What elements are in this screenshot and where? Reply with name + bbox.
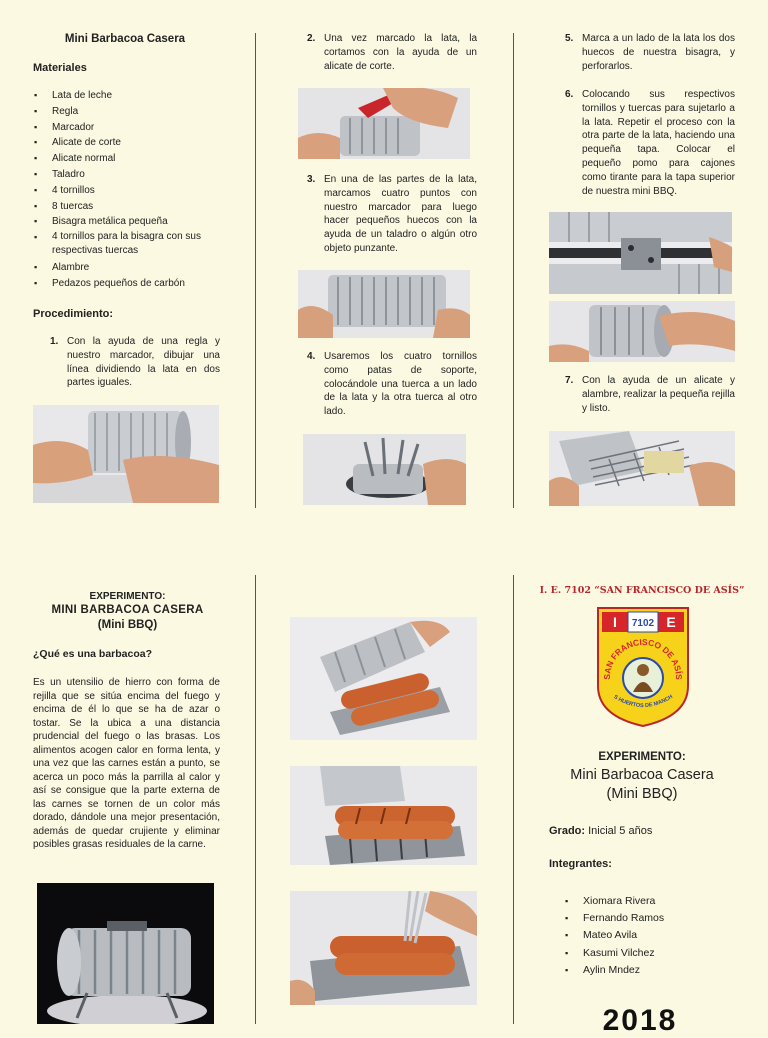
materials-heading: Materiales xyxy=(33,62,87,74)
school-logo xyxy=(596,606,690,728)
list-item: ▪ Marcador xyxy=(32,120,222,136)
school-name: I. E. 7102 “SAN FRANCISCO DE ASÍS” xyxy=(539,585,745,596)
step-text: Con la ayuda de un alicate y alambre, realizar la pequeña rejilla y listo. xyxy=(582,375,735,414)
step-number: 7. xyxy=(565,375,574,386)
photo-hotdogs-open xyxy=(290,617,477,740)
list-item: ▪ Xiomara Rivera xyxy=(563,893,743,910)
logo-number: 7102 xyxy=(631,618,655,629)
step-number: 4. xyxy=(307,351,316,362)
photo-finished-bbq xyxy=(37,883,214,1024)
step-2 xyxy=(307,32,477,73)
photo-hinge xyxy=(549,212,732,294)
divider-top-right xyxy=(513,33,514,508)
list-item: ▪ Regla xyxy=(32,104,222,120)
list-item: ▪ Fernando Ramos xyxy=(563,910,743,927)
photo-wire-grill xyxy=(549,431,735,506)
step-number: 1. xyxy=(50,336,59,347)
page-title: Mini Barbacoa Casera xyxy=(64,33,186,45)
step-4 xyxy=(307,350,477,419)
cover-experiment-label: EXPERIMENTO: xyxy=(598,751,686,763)
list-item: ▪ Alambre xyxy=(32,260,222,276)
step-1 xyxy=(50,335,220,390)
logo-letter-left: I xyxy=(613,614,617,630)
list-item: ▪ Kasumi Vilchez xyxy=(563,945,743,962)
list-item: ▪ Alicate de corte xyxy=(32,135,222,151)
list-item: ▪ Taladro xyxy=(32,167,222,183)
photo-marking-can xyxy=(33,405,219,503)
question-heading: ¿Qué es una barbacoa? xyxy=(33,648,153,660)
divider-top-left xyxy=(255,33,256,508)
list-item: ▪ Mateo Avila xyxy=(563,927,743,944)
list-item: ▪ 4 tornillos xyxy=(32,183,222,199)
step-number: 2. xyxy=(307,33,316,44)
grade-value: Inicial 5 años xyxy=(588,825,653,837)
step-7 xyxy=(565,374,735,415)
list-item: ▪ Aylin Mndez xyxy=(563,962,743,979)
list-item: ▪ 8 tuercas xyxy=(32,199,222,215)
list-item: ▪ Bisagra metálica pequeña xyxy=(32,214,222,230)
step-text: Usaremos los cuatro tornillos como patas de soporte, colocándole una tuerca a un lado de la lata y la otra tuerca al otro lado. xyxy=(324,351,477,418)
step-text: Con la ayuda de una regla y nuestro marcador, dibujar una línea dividiendo la lata en dos partes iguales. xyxy=(67,336,220,389)
photo-hotdogs-fork xyxy=(290,891,477,1005)
step-5 xyxy=(565,32,735,73)
step-number: 6. xyxy=(565,89,574,100)
step-number: 5. xyxy=(565,33,574,44)
logo-arc-top: SAN FRANCISCO DE ASÍS xyxy=(601,636,685,680)
experiment-subtitle: (Mini BBQ) xyxy=(97,619,158,631)
cover-subtitle: (Mini BBQ) xyxy=(606,786,678,802)
photo-hotdogs-grill xyxy=(290,766,477,865)
step-text: Una vez marcado la lata, la cortamos con la ayuda de un alicate de corte. xyxy=(324,33,477,72)
step-3 xyxy=(307,173,477,256)
step-6 xyxy=(565,88,735,198)
list-item: ▪ Pedazos pequeños de carbón xyxy=(32,276,222,292)
procedure-heading: Procedimiento: xyxy=(33,308,114,320)
list-item: ▪ Lata de leche xyxy=(32,88,222,104)
step-text: Colocando sus respectivos tornillos y tuercas para sujetarlo a la lata. Repetir el proceso con la otra parte de la lata, haciendo una pequeña tapa. Colocar el pequeño pomo para cajones como tirante para la tapa superior de nuestra mini BBQ. xyxy=(582,89,735,197)
materials-list xyxy=(32,88,222,292)
cover-title: Mini Barbacoa Casera xyxy=(570,767,714,783)
members-list xyxy=(563,893,743,979)
members-heading: Integrantes: xyxy=(549,858,612,870)
grade-label: Grado: xyxy=(549,825,586,837)
experiment-label: EXPERIMENTO: xyxy=(89,591,166,602)
list-item: ▪ 4 tornillos para la bisagra con sus respectivas tuercas xyxy=(32,230,222,258)
list-item: ▪ Alicate normal xyxy=(32,151,222,167)
photo-hinge-mount xyxy=(549,301,735,362)
photo-drilling-can xyxy=(298,270,470,338)
barbecue-definition: Es un utensilio de hierro con forma de rejilla que se sitúa encima del fuego y encima de él lo que se ha de azar o tostar. Se la ubica a una distancia prudencial del fuego o las brasas. Los alimentos acogen calor en forma lenta, y una vez que las carnes están a punto, se acerca un poco más la parrilla al calor y así se consigue que la parte externa de las carnes se tornen de un color más dorado, dándole una mejor presentación, además de quedar crujiente y eliminar posibles grasas residuales de la carne. xyxy=(33,677,220,850)
experiment-title: MINI BARBACOA CASERA xyxy=(51,604,204,616)
step-number: 3. xyxy=(307,174,316,185)
logo-letter-right: E xyxy=(666,614,676,630)
divider-bottom-left xyxy=(255,575,256,1024)
step-text: En una de las partes de la lata, marcamos cuatro puntos con nuestro marcador para luego hacer pequeños huecos con la ayuda de un taladro o algún otro objeto punzante. xyxy=(324,174,477,254)
grade-row xyxy=(549,825,652,837)
divider-bottom-right xyxy=(513,575,514,1024)
step-text: Marca a un lado de la lata los dos huecos de nuestra bisagra, y perforarlos. xyxy=(582,33,735,72)
logo-arc-bottom: S HUERTOS DE MANCH xyxy=(612,693,675,710)
year: 2018 xyxy=(602,1004,678,1037)
photo-cutting-can xyxy=(298,88,470,159)
photo-can-legs xyxy=(303,434,466,505)
